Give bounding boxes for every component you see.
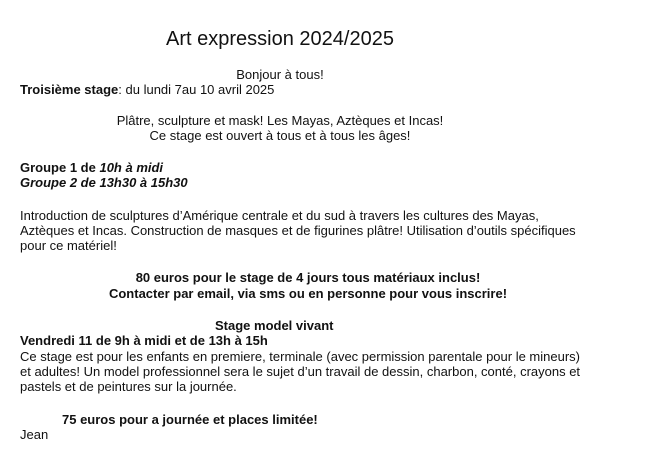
model-description-line-3: pastels et de peintures sur la journée. (20, 379, 237, 394)
model-description-line-1: Ce stage est pour les enfants en premiere, terminale (avec permission parentale pour le mineurs) (20, 349, 580, 364)
group-2-line: Groupe 2 de 13h30 à 15h30 (20, 175, 188, 190)
stage-dates: : du lundi 7au 10 avril 2025 (118, 82, 275, 97)
group-1-line (20, 160, 163, 175)
model-stage-title: Stage model vivant (215, 318, 334, 333)
signature: Jean (20, 427, 49, 442)
group-1-name: Groupe 1 de (20, 160, 100, 175)
stage-label: Troisième stage (20, 82, 119, 97)
model-description-line-2: et adultes! Un model professionnel sera le sujet d’un travail de dessin, charbon, conté, crayons et (20, 364, 581, 379)
group-1-time: 10h à midi (99, 160, 164, 175)
stage-theme-line-1: Plâtre, sculpture et mask! Les Mayas, Aztèques et Incas! (116, 113, 444, 128)
description-line-3: pour ce matériel! (20, 238, 117, 253)
greeting: Bonjour à tous! (236, 67, 324, 82)
price-line: 80 euros pour le stage de 4 jours tous matériaux inclus! (135, 270, 481, 285)
description-line-2: Aztèques et Incas. Construction de masques et de figurines plâtre! Utilisation d’outils spécifiques (20, 223, 576, 238)
page-title: Art expression 2024/2025 (166, 28, 394, 50)
contact-line: Contacter par email, via sms ou en personne pour vous inscrire! (108, 286, 508, 301)
stage-theme-line-2: Ce stage est ouvert à tous et à tous les âges! (149, 128, 411, 143)
stage-dates-line (20, 82, 274, 97)
model-stage-date: Vendredi 11 de 9h à midi et de 13h à 15h (20, 333, 268, 348)
description-line-1: Introduction de sculptures d’Amérique centrale et du sud à travers les cultures des Mayas, (20, 208, 539, 223)
model-stage-price: 75 euros pour a journée et places limitée! (62, 412, 318, 427)
